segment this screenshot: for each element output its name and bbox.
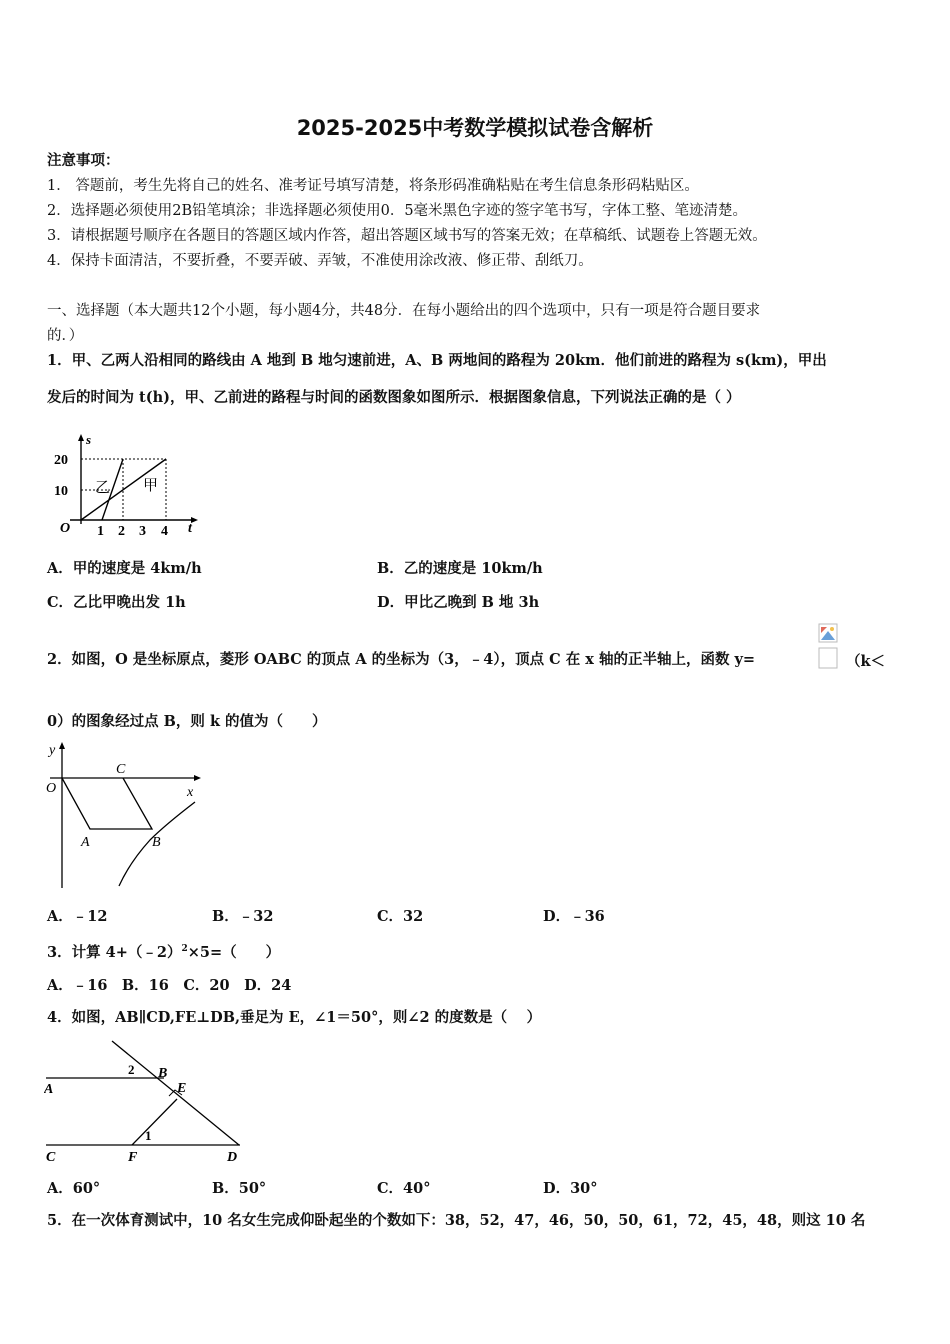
q4-label-c: C	[46, 1150, 56, 1165]
q4-option-a[interactable]: A．60°	[47, 1180, 101, 1197]
q3-stem: 3．计算 4+（﹣2）$^2$×5=（ ）	[47, 943, 281, 961]
q2-option-b[interactable]: B．﹣32	[212, 908, 274, 925]
section-heading-line2: 的．）	[47, 328, 84, 344]
q5-stem: 5．在一次体育测试中，10 名女生完成仰卧起坐的个数如下：38，52，47，46，50，50，61，72，45，48，则这 10 名	[47, 1212, 866, 1229]
q4-stem: 4．如图，AB∥CD,FE⊥DB,垂足为 E，∠1＝50°，则∠2 的度数是（ ）	[47, 1009, 542, 1026]
q2-label-c: C	[116, 762, 126, 777]
q2-stem-line2: 0）的图象经过点 B，则 k 的值为（ ）	[47, 713, 327, 730]
q1-axis-s: s	[86, 432, 92, 447]
q2-option-a[interactable]: A．﹣12	[47, 908, 108, 925]
section-heading-line1: 一、选择题（本大题共12个小题，每小题4分，共48分．在每小题给出的四个选项中，只有一项是符合题目要求	[47, 303, 761, 319]
q2-rhombus-figure	[45, 740, 205, 890]
q3-options[interactable]: A．﹣16 B．16 C．20 D．24	[47, 977, 292, 994]
page-title: 2025-2025中考数学模拟试卷含解析	[296, 116, 654, 140]
q4-label-a: A	[44, 1082, 54, 1097]
q4-angle-1: 1	[145, 1128, 152, 1143]
notice-item-4: 4．保持卡面清洁，不要折叠，不要弄破、弄皱，不准使用涂改液、修正带、刮纸刀。	[47, 253, 593, 269]
notice-item-2: 2．选择题必须使用2B铅笔填涂；非选择题必须使用0．5毫米黑色字迹的签字笔书写，字体工整、笔迹清楚。	[47, 203, 748, 219]
q1-stem-line1: 1．甲、乙两人沿相同的路线由 A 地到 B 地匀速前进，A、B 两地间的路程为 20km．他们前进的路程为 s(km)，甲出	[47, 352, 827, 369]
q1-label-jia: 甲	[143, 478, 159, 494]
q2-label-o: O	[46, 781, 57, 796]
q1-origin: O	[60, 521, 71, 536]
q4-label-e: E	[177, 1081, 187, 1096]
q2-label-y: y	[49, 743, 56, 758]
q1-xtick-1: 1	[97, 524, 104, 539]
notice-item-3: 3．请根据题号顺序在各题目的答题区域内作答，超出答题区域书写的答案无效；在草稿纸、试题卷上答题无效。	[47, 228, 767, 244]
q1-option-a[interactable]: A．甲的速度是 4km/h	[47, 560, 202, 577]
q1-stem-line2: 发后的时间为 t(h)，甲、乙前进的路程与时间的函数图象如图所示．根据图象信息，下列说法正确的是（ ）	[47, 389, 741, 406]
q4-option-d[interactable]: D．30°	[543, 1180, 598, 1197]
q1-xtick-2: 2	[118, 524, 125, 539]
q1-ytick-20: 20	[54, 453, 68, 468]
q4-option-b[interactable]: B．50°	[212, 1180, 267, 1197]
q2-label-b: B	[152, 835, 161, 850]
q2-stem-line1-tail: （k＜	[846, 653, 886, 670]
q4-label-f: F	[128, 1150, 138, 1165]
q1-label-yi: 乙	[95, 480, 111, 496]
q1-option-c[interactable]: C．乙比甲晚出发 1h	[47, 594, 186, 611]
q1-option-b[interactable]: B．乙的速度是 10km/h	[377, 560, 543, 577]
q2-rhombus	[62, 778, 152, 829]
q1-distance-time-graph	[48, 432, 208, 542]
q4-label-b: B	[158, 1066, 168, 1081]
q1-xtick-4: 4	[161, 524, 168, 539]
q4-label-d: D	[227, 1150, 238, 1165]
q1-xtick-3: 3	[139, 524, 146, 539]
q1-axis-t: t	[188, 521, 192, 536]
notice-heading: 注意事项：	[47, 152, 120, 169]
broken-image-icon	[818, 623, 838, 669]
q1-option-d[interactable]: D．甲比乙晚到 B 地 3h	[377, 594, 540, 611]
q1-ytick-10: 10	[54, 484, 68, 499]
q2-stem-line1: 2．如图，O 是坐标原点，菱形 OABC 的顶点 A 的坐标为（3，﹣4），顶点 C 在 x 轴的正半轴上，函数 y=	[47, 651, 756, 668]
q2-label-a: A	[81, 835, 90, 850]
q2-option-c[interactable]: C．32	[377, 908, 424, 925]
q2-option-d[interactable]: D．﹣36	[543, 908, 605, 925]
q4-angle-2: 2	[128, 1062, 135, 1077]
notice-item-1: 1． 答题前，考生先将自己的姓名、准考证号填写清楚，将条形码准确粘贴在考生信息条形码粘贴区。	[47, 178, 699, 194]
q4-parallel-lines-figure	[44, 1038, 249, 1166]
q2-label-x: x	[187, 785, 194, 800]
q4-option-c[interactable]: C．40°	[377, 1180, 431, 1197]
